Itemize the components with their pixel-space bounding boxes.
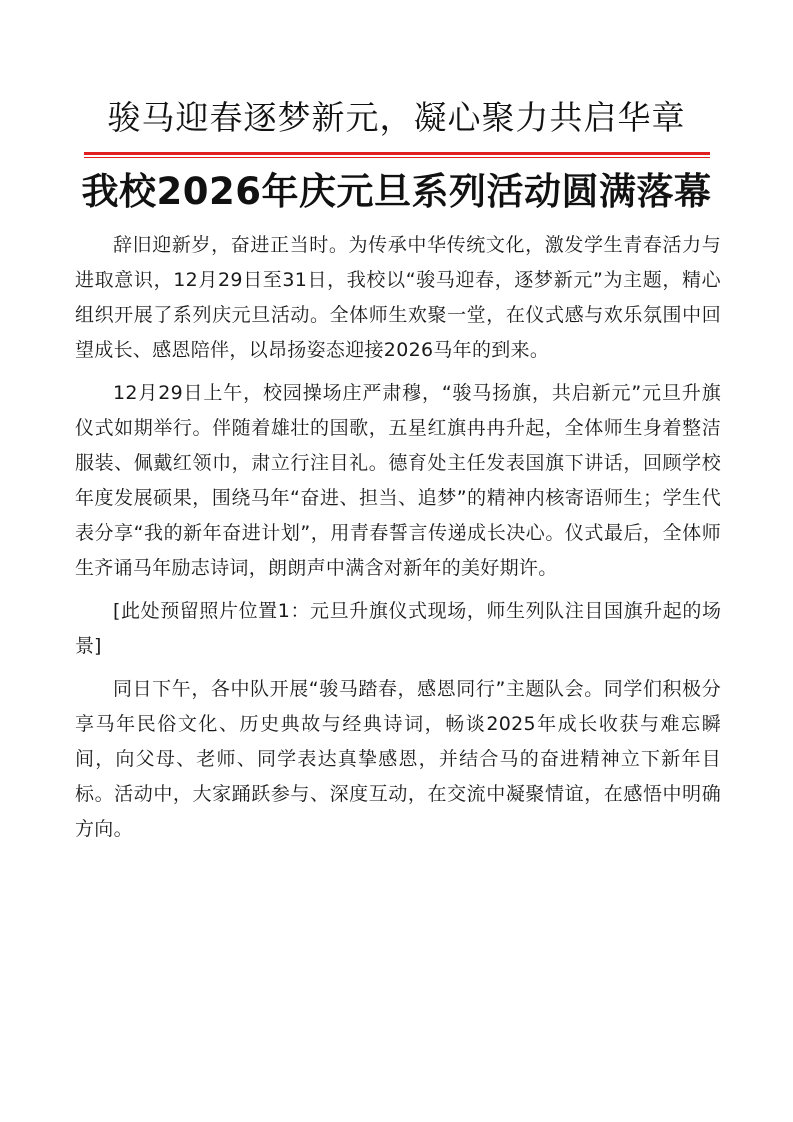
red-divider-thick — [84, 152, 710, 155]
photo-placeholder-note: [此处预留照片位置1：元旦升旗仪式现场，师生列队注目国旗升起的场景] — [75, 600, 721, 657]
paragraph-intro: 辞旧迎新岁，奋进正当时。为传承中华传统文化，激发学生青春活力与进取意识，12月29日至31日，我校以“骏马迎春，逐梦新元”为主题，精心组织开展了系列庆元旦活动。全体师生欢聚一堂，在仪式感与欢乐氛围中回望成长、感恩陪伴，以昂扬姿态迎接2026马年的到来。 — [75, 234, 721, 361]
article-kicker: 骏马迎春逐梦新元，凝心聚力共启华章 — [107, 98, 686, 137]
article-body — [75, 228, 721, 855]
paragraph-class-meeting: 同日下午，各中队开展“骏马踏春，感恩同行”主题队会。同学们积极分享马年民俗文化、历史典故与经典诗词，畅谈2025年成长收获与难忘瞬间，向父母、老师、同学表达真挚感恩，并结合马的奋进精神立下新年目标。活动中，大家踊跃参与、深度互动，在交流中凝聚情谊，在感悟中明确方向。 — [75, 678, 721, 840]
paragraph-flag-ceremony: 12月29日上午，校园操场庄严肃穆，“骏马扬旗，共启新元”元旦升旗仪式如期举行。伴随着雄壮的国歌，五星红旗冉冉升起，全体师生身着整洁服装、佩戴红领巾，肃立行注目礼。德育处主任发表国旗下讲话，回顾学校年度发展硕果，围绕马年“奋进、担当、追梦”的精神内核寄语师生；学生代表分享“我的新年奋进计划”，用青春誓言传递成长决心。仪式最后，全体师生齐诵马年励志诗词，朗朗声中满含对新年的美好期许。 — [75, 382, 721, 579]
red-divider-thin — [84, 157, 710, 158]
article-headline: 我校2026年庆元旦系列活动圆满落幕 — [81, 170, 712, 213]
